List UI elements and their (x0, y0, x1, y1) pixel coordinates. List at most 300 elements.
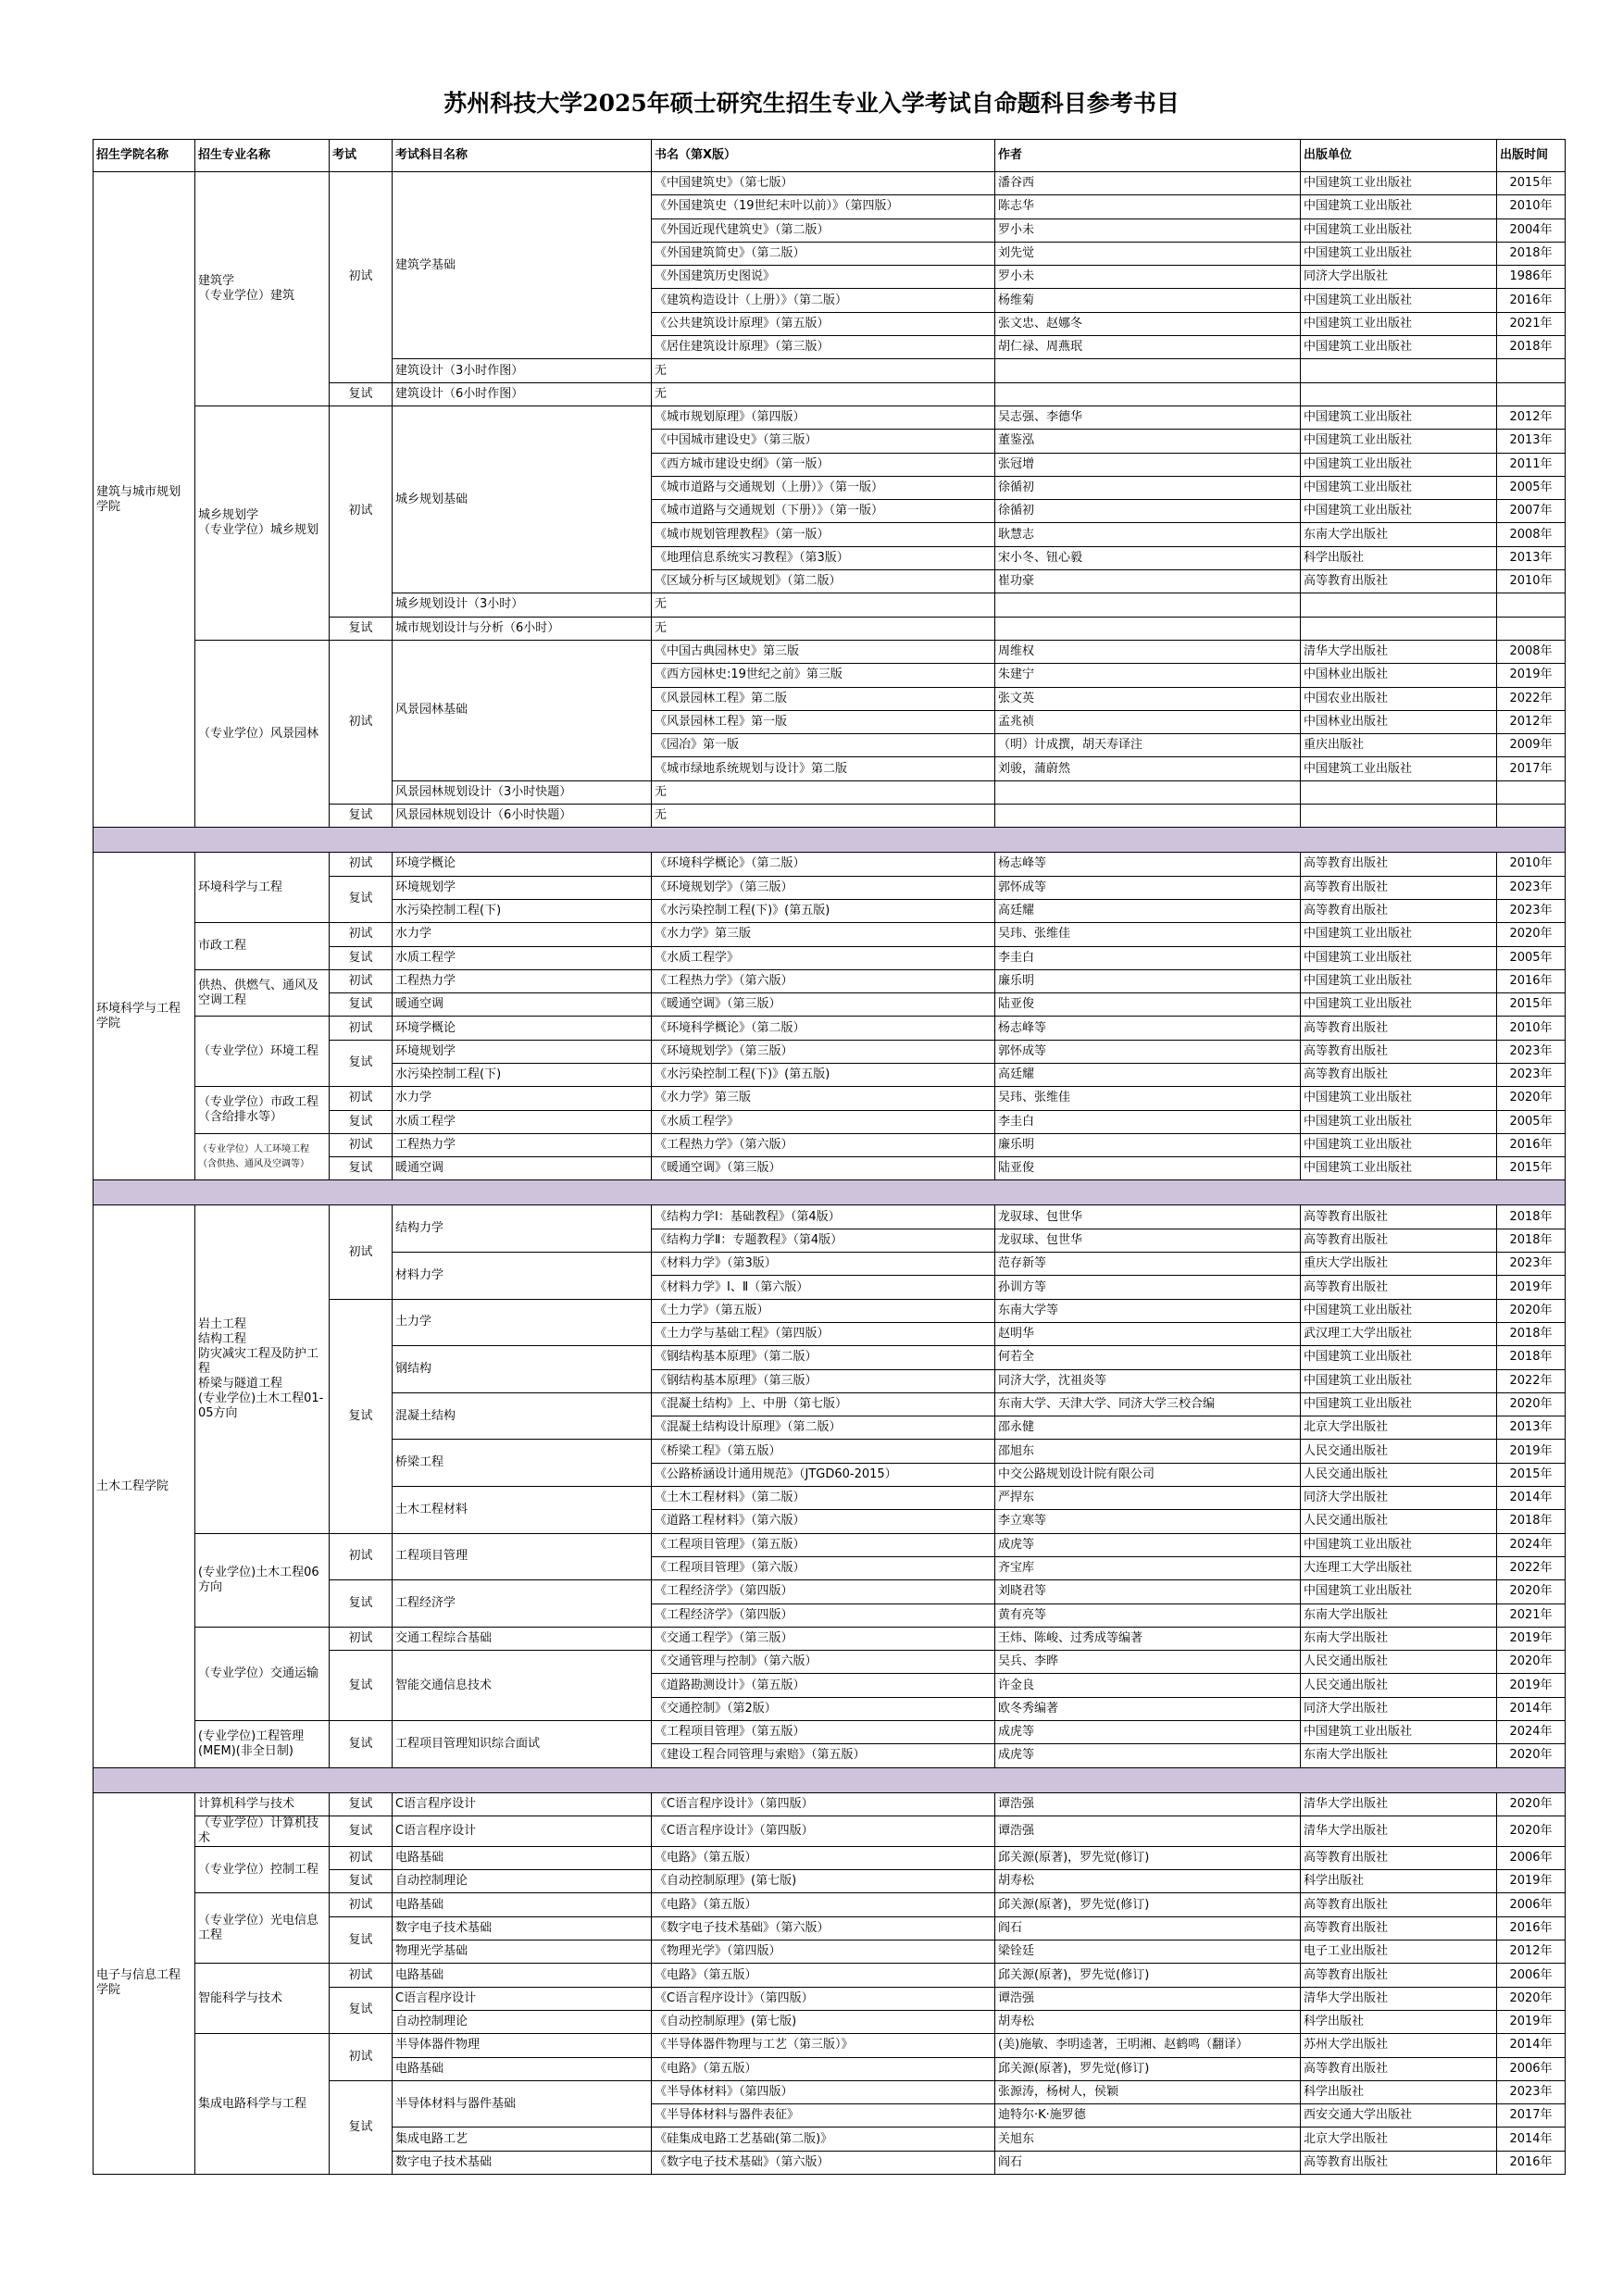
publish-year: 2022年 (1497, 1556, 1566, 1579)
exam-type: 复试 (330, 805, 393, 828)
exam-type: 复试 (330, 1792, 393, 1816)
exam-subject: 电路基础 (393, 1893, 652, 1916)
book-author (995, 593, 1301, 617)
book-author (995, 382, 1301, 406)
book-publisher: 重庆大学出版社 (1301, 1253, 1497, 1276)
book-author: 齐宝库 (995, 1556, 1301, 1579)
book-title: 《混凝土结构设计原理》（第二版） (652, 1416, 995, 1440)
book-title: 《结构力学Ⅰ：基础教程》（第4版） (652, 1205, 995, 1229)
book-author: 刘先觉 (995, 242, 1301, 265)
book-publisher: 中国建筑工业出版社 (1301, 1392, 1497, 1416)
publish-year: 2007年 (1497, 500, 1566, 523)
book-author: 李立寒等 (995, 1510, 1301, 1533)
book-title: 《区域分析与区域规划》（第二版） (652, 570, 995, 593)
book-author (995, 805, 1301, 828)
exam-subject: 建筑设计（3小时作图） (393, 359, 652, 382)
table-row (94, 406, 1566, 429)
book-title: 《外国近现代建筑史》（第二版） (652, 218, 995, 242)
book-title: 《工程项目管理》（第六版） (652, 1556, 995, 1579)
book-title: 《电路》（第五版） (652, 2057, 995, 2080)
book-author: 赵明华 (995, 1322, 1301, 1345)
book-publisher: 高等教育出版社 (1301, 1276, 1497, 1299)
book-publisher: 中国建筑工业出版社 (1301, 453, 1497, 476)
exam-type: 复试 (330, 617, 393, 640)
book-publisher: 中国建筑工业出版社 (1301, 430, 1497, 453)
book-author: 欧冬秀编著 (995, 1697, 1301, 1720)
exam-subject: 集成电路工艺 (393, 2128, 652, 2151)
exam-subject: 环境规划学 (393, 1040, 652, 1063)
book-author: 谭浩强 (995, 1987, 1301, 2010)
book-title: 无 (652, 805, 995, 828)
book-publisher: 同济大学出版社 (1301, 1487, 1497, 1510)
publish-year: 2008年 (1497, 523, 1566, 546)
book-publisher: 高等教育出版社 (1301, 2151, 1497, 2174)
publish-year: 2008年 (1497, 640, 1566, 663)
publish-year: 2021年 (1497, 1603, 1566, 1627)
book-title: 《水质工程学》 (652, 1110, 995, 1133)
book-title: 无 (652, 359, 995, 382)
book-publisher: 武汉理工大学出版社 (1301, 1322, 1497, 1345)
book-publisher: 中国建筑工业出版社 (1301, 1110, 1497, 1133)
exam-type: 复试 (330, 382, 393, 406)
exam-subject: 城乡规划基础 (393, 406, 652, 593)
publish-year (1497, 382, 1566, 406)
exam-subject: 混凝土结构 (393, 1392, 652, 1440)
exam-type: 复试 (330, 1580, 393, 1628)
publish-year: 2018年 (1497, 1510, 1566, 1533)
section-separator (94, 1767, 1566, 1792)
book-author: 何若全 (995, 1346, 1301, 1369)
publish-year: 2023年 (1497, 1253, 1566, 1276)
section-separator (94, 828, 1566, 853)
book-author: 徐循初 (995, 476, 1301, 499)
book-publisher (1301, 593, 1497, 617)
exam-subject: 自动控制理论 (393, 2010, 652, 2033)
exam-subject: 水质工程学 (393, 1110, 652, 1133)
major-name: (专业学位)工程管理(MEM)(非全日制) (195, 1721, 330, 1768)
book-publisher: 中国农业出版社 (1301, 687, 1497, 710)
publish-year: 2016年 (1497, 969, 1566, 992)
major-name: 岩土工程 结构工程 防灾减灾工程及防护工程 桥梁与隧道工程 (专业学位)土木工程01-05方向 (195, 1205, 330, 1533)
book-author: 潘谷西 (995, 172, 1301, 195)
book-title: 《自动控制原理》(第七版) (652, 1870, 995, 1893)
exam-subject: 电路基础 (393, 1846, 652, 1869)
book-author: 张文英 (995, 687, 1301, 710)
book-title: 《公路桥涵设计通用规范》（JTGD60-2015） (652, 1463, 995, 1486)
book-publisher: 中国建筑工业出版社 (1301, 1299, 1497, 1322)
publish-year: 2021年 (1497, 312, 1566, 335)
exam-subject: 环境学概论 (393, 1017, 652, 1040)
book-author: 成虎等 (995, 1533, 1301, 1556)
book-author: 胡仁禄、周燕珉 (995, 336, 1301, 359)
exam-subject: 土力学 (393, 1299, 652, 1346)
publish-year: 2020年 (1497, 923, 1566, 946)
book-publisher: 中国林业出版社 (1301, 710, 1497, 733)
publish-year: 2016年 (1497, 2151, 1566, 2174)
table-row (94, 1721, 1566, 1744)
exam-type: 初试 (330, 1017, 393, 1040)
book-title: 《城市规划管理教程》（第一版） (652, 523, 995, 546)
book-publisher: 北京大学出版社 (1301, 2128, 1497, 2151)
book-publisher: 电子工业出版社 (1301, 1940, 1497, 1964)
publish-year: 2024年 (1497, 1533, 1566, 1556)
book-title: 《工程热力学》（第六版） (652, 1133, 995, 1156)
book-title: 《工程热力学》（第六版） (652, 969, 995, 992)
table-row (94, 1816, 1566, 1846)
header-year: 出版时间 (1497, 140, 1566, 172)
publish-year: 2017年 (1497, 2104, 1566, 2128)
publish-year: 2019年 (1497, 664, 1566, 687)
book-author: 胡寿松 (995, 1870, 1301, 1893)
publish-year: 2019年 (1497, 1870, 1566, 1893)
exam-type: 初试 (330, 406, 393, 617)
exam-subject: 电路基础 (393, 2057, 652, 2080)
publish-year: 2019年 (1497, 1440, 1566, 1463)
publish-year: 2016年 (1497, 1133, 1566, 1156)
book-title: 《暖通空调》（第三版） (652, 993, 995, 1017)
book-publisher (1301, 780, 1497, 804)
college-name: 土木工程学院 (94, 1205, 195, 1767)
book-title: 《外国建筑简史》（第二版） (652, 242, 995, 265)
table-row (94, 172, 1566, 195)
book-publisher: 同济大学出版社 (1301, 1697, 1497, 1720)
book-author: 吴兵、李晔 (995, 1651, 1301, 1674)
publish-year: 2019年 (1497, 1627, 1566, 1650)
book-author: 范存新等 (995, 1253, 1301, 1276)
exam-subject: 材料力学 (393, 1253, 652, 1300)
publish-year (1497, 593, 1566, 617)
book-title: 《物理光学》（第四版） (652, 1940, 995, 1964)
book-author: 孙训方等 (995, 1276, 1301, 1299)
book-publisher: 高等教育出版社 (1301, 1040, 1497, 1063)
publish-year (1497, 617, 1566, 640)
book-publisher: 高等教育出版社 (1301, 876, 1497, 899)
book-author: 邵永健 (995, 1416, 1301, 1440)
college-name: 建筑与城市规划学院 (94, 172, 195, 828)
exam-subject: 土木工程材料 (393, 1487, 652, 1534)
book-author: 张文忠、赵娜冬 (995, 312, 1301, 335)
book-publisher: 高等教育出版社 (1301, 1017, 1497, 1040)
major-name: （专业学位）光电信息工程 (195, 1893, 330, 1964)
exam-subject: 风景园林规划设计（6小时快题） (393, 805, 652, 828)
publish-year: 2019年 (1497, 2010, 1566, 2033)
publish-year: 2014年 (1497, 2034, 1566, 2057)
book-author: 吴志强、李德华 (995, 406, 1301, 429)
exam-type: 复试 (330, 1916, 393, 1964)
book-author: (美)施敏、李明逵著，王明湘、赵鹤鸣（翻译） (995, 2034, 1301, 2057)
publish-year: 2010年 (1497, 853, 1566, 876)
book-title: 《公共建筑设计原理》（第五版） (652, 312, 995, 335)
book-publisher: 重庆出版社 (1301, 734, 1497, 757)
book-title: 《地理信息系统实习教程》（第3版） (652, 546, 995, 569)
exam-type: 复试 (330, 1157, 393, 1180)
book-title: 《混凝土结构》上、中册（第七版） (652, 1392, 995, 1416)
header-book: 书名（第X版） (652, 140, 995, 172)
book-publisher: 中国建筑工业出版社 (1301, 312, 1497, 335)
major-name: 环境科学与工程 (195, 853, 330, 923)
book-publisher: 清华大学出版社 (1301, 1792, 1497, 1816)
book-title: 《道路工程材料》（第六版） (652, 1510, 995, 1533)
major-name: 集成电路科学与工程 (195, 2034, 330, 2175)
exam-type: 复试 (330, 1870, 393, 1893)
book-publisher: 中国建筑工业出版社 (1301, 1721, 1497, 1744)
book-title: 《风景园林工程》第二版 (652, 687, 995, 710)
book-publisher: 中国建筑工业出版社 (1301, 1533, 1497, 1556)
book-author: 黄有亮等 (995, 1603, 1301, 1627)
publish-year: 2017年 (1497, 757, 1566, 780)
book-title: 《数字电子技术基础》（第六版） (652, 2151, 995, 2174)
book-publisher: 科学出版社 (1301, 546, 1497, 569)
book-author: 陆亚俊 (995, 993, 1301, 1017)
book-publisher: 科学出版社 (1301, 1870, 1497, 1893)
book-title: 《电路》（第五版） (652, 1964, 995, 1987)
book-author: 陈志华 (995, 195, 1301, 218)
book-author: 廉乐明 (995, 969, 1301, 992)
exam-subject: C语言程序设计 (393, 1987, 652, 2010)
publish-year: 2018年 (1497, 242, 1566, 265)
book-title: 《城市规划原理》（第四版） (652, 406, 995, 429)
book-publisher: 中国建筑工业出版社 (1301, 946, 1497, 969)
book-publisher: 人民交通出版社 (1301, 1440, 1497, 1463)
header-row (94, 140, 1566, 172)
book-title: 《工程项目管理》（第五版） (652, 1721, 995, 1744)
book-title: 《外国建筑史（19世纪末叶以前）》（第四版） (652, 195, 995, 218)
exam-type: 复试 (330, 1987, 393, 2034)
table-row (94, 1533, 1566, 1556)
publish-year: 2016年 (1497, 1916, 1566, 1940)
book-publisher: 人民交通出版社 (1301, 1510, 1497, 1533)
publish-year: 2013年 (1497, 546, 1566, 569)
publish-year: 2012年 (1497, 710, 1566, 733)
book-author: 成虎等 (995, 1744, 1301, 1767)
book-author: 胡寿松 (995, 2010, 1301, 2033)
book-author: 阎石 (995, 2151, 1301, 2174)
college-name: 电子与信息工程学院 (94, 1792, 195, 2174)
publish-year: 2009年 (1497, 734, 1566, 757)
exam-type: 初试 (330, 2034, 393, 2081)
publish-year: 2010年 (1497, 570, 1566, 593)
table-row (94, 969, 1566, 992)
header-college: 招生学院名称 (94, 140, 195, 172)
exam-type: 复试 (330, 1040, 393, 1087)
publish-year: 2014年 (1497, 1487, 1566, 1510)
book-publisher: 清华大学出版社 (1301, 640, 1497, 663)
book-title: 《中国古典园林史》第三版 (652, 640, 995, 663)
publish-year: 2005年 (1497, 1110, 1566, 1133)
book-author: 邱关源(原著)，罗先觉(修订) (995, 1846, 1301, 1869)
publish-year: 2022年 (1497, 1369, 1566, 1392)
exam-type: 复试 (330, 1651, 393, 1721)
book-title: 《道路勘测设计》（第五版） (652, 1674, 995, 1697)
book-title: 无 (652, 593, 995, 617)
publish-year: 2004年 (1497, 218, 1566, 242)
book-title: 《西方城市建设史纲》（第一版） (652, 453, 995, 476)
exam-subject: 工程项目管理知识综合面试 (393, 1721, 652, 1768)
book-title: 《工程项目管理》（第五版） (652, 1533, 995, 1556)
book-title: 《数字电子技术基础》（第六版） (652, 1916, 995, 1940)
book-publisher: 中国林业出版社 (1301, 664, 1497, 687)
table-row (94, 1087, 1566, 1110)
exam-type: 初试 (330, 1846, 393, 1869)
separator-cell (94, 828, 1566, 853)
book-author: 李圭白 (995, 946, 1301, 969)
publish-year: 2020年 (1497, 1087, 1566, 1110)
exam-type: 初试 (330, 1627, 393, 1650)
book-title: 无 (652, 617, 995, 640)
book-author: 耿慧志 (995, 523, 1301, 546)
book-title: 《园冶》第一版 (652, 734, 995, 757)
book-title: 《风景园林工程》第一版 (652, 710, 995, 733)
book-publisher: 高等教育出版社 (1301, 1205, 1497, 1229)
publish-year: 2012年 (1497, 406, 1566, 429)
book-publisher: 清华大学出版社 (1301, 1987, 1497, 2010)
book-title: 《城市绿地系统规划与设计》第二版 (652, 757, 995, 780)
major-name: （专业学位）风景园林 (195, 640, 330, 827)
book-title: 《城市道路与交通规划（上册）》（第一版） (652, 476, 995, 499)
book-publisher (1301, 617, 1497, 640)
book-publisher: 中国建筑工业出版社 (1301, 500, 1497, 523)
publish-year (1497, 359, 1566, 382)
publish-year: 2023年 (1497, 1063, 1566, 1086)
book-author: 邵旭东 (995, 1440, 1301, 1463)
book-publisher: 中国建筑工业出版社 (1301, 406, 1497, 429)
exam-type: 复试 (330, 1110, 393, 1133)
publish-year: 2023年 (1497, 899, 1566, 922)
book-author: 中交公路规划设计院有限公司 (995, 1463, 1301, 1486)
exam-subject: 城乡规划设计（3小时） (393, 593, 652, 617)
publish-year: 2005年 (1497, 476, 1566, 499)
publish-year: 2020年 (1497, 1299, 1566, 1322)
exam-subject: 建筑学基础 (393, 172, 652, 359)
book-publisher: 中国建筑工业出版社 (1301, 172, 1497, 195)
publish-year: 2020年 (1497, 1651, 1566, 1674)
book-author: 杨志峰等 (995, 853, 1301, 876)
publish-year (1497, 780, 1566, 804)
exam-subject: 暖通空调 (393, 993, 652, 1017)
book-publisher: 高等教育出版社 (1301, 1229, 1497, 1252)
exam-subject: 风景园林基础 (393, 640, 652, 780)
book-author: 杨志峰等 (995, 1017, 1301, 1040)
exam-type: 初试 (330, 1087, 393, 1110)
exam-type: 初试 (330, 1133, 393, 1156)
publish-year: 2018年 (1497, 1229, 1566, 1252)
publish-year: 2023年 (1497, 1040, 1566, 1063)
header-author: 作者 (995, 140, 1301, 172)
book-title: 《半导体器件物理与工艺（第三版）》 (652, 2034, 995, 2057)
publish-year: 2006年 (1497, 2057, 1566, 2080)
publish-year: 2010年 (1497, 195, 1566, 218)
table-row (94, 1792, 1566, 1816)
publish-year: 2015年 (1497, 1157, 1566, 1180)
exam-subject: 水质工程学 (393, 946, 652, 969)
book-author: 谭浩强 (995, 1816, 1301, 1846)
book-author: 朱建宁 (995, 664, 1301, 687)
book-publisher: 人民交通出版社 (1301, 1463, 1497, 1486)
book-title: 《环境科学概论》（第二版） (652, 1017, 995, 1040)
book-author: 吴玮、张维佳 (995, 923, 1301, 946)
table-body (94, 172, 1566, 2175)
publish-year: 2018年 (1497, 1346, 1566, 1369)
publish-year: 2024年 (1497, 1721, 1566, 1744)
table-row (94, 1893, 1566, 1916)
book-title: 《钢结构基本原理》（第三版） (652, 1369, 995, 1392)
table-row (94, 640, 1566, 663)
book-publisher (1301, 805, 1497, 828)
table-row (94, 1846, 1566, 1869)
book-publisher: 高等教育出版社 (1301, 853, 1497, 876)
book-author: 严捍东 (995, 1487, 1301, 1510)
book-author: 东南大学、天津大学、同济大学三校合编 (995, 1392, 1301, 1416)
exam-subject: 水力学 (393, 1087, 652, 1110)
publish-year: 2014年 (1497, 1697, 1566, 1720)
exam-subject: 物理光学基础 (393, 1940, 652, 1964)
book-title: 《水力学》第三版 (652, 923, 995, 946)
book-author (995, 617, 1301, 640)
book-author: 张冠增 (995, 453, 1301, 476)
table-row (94, 853, 1566, 876)
publish-year: 2005年 (1497, 946, 1566, 969)
exam-type: 初试 (330, 1205, 393, 1299)
exam-subject: 工程热力学 (393, 1133, 652, 1156)
book-publisher: 中国建筑工业出版社 (1301, 993, 1497, 1017)
book-publisher: 中国建筑工业出版社 (1301, 289, 1497, 312)
publish-year: 2023年 (1497, 2080, 1566, 2103)
book-title: 《水力学》第三版 (652, 1087, 995, 1110)
book-publisher: 中国建筑工业出版社 (1301, 757, 1497, 780)
publish-year: 2020年 (1497, 1987, 1566, 2010)
publish-year: 2006年 (1497, 1964, 1566, 1987)
book-title: 《水质工程学》 (652, 946, 995, 969)
table-row (94, 923, 1566, 946)
book-title: 《桥梁工程》（第五版） (652, 1440, 995, 1463)
publish-year: 2020年 (1497, 1744, 1566, 1767)
book-author: 郭怀成等 (995, 876, 1301, 899)
book-title: 《外国建筑历史图说》 (652, 266, 995, 289)
book-title: 《环境规划学》（第三版） (652, 1040, 995, 1063)
exam-subject: 交通工程综合基础 (393, 1627, 652, 1650)
book-author: 董鉴泓 (995, 430, 1301, 453)
book-title: 《自动控制原理》(第七版) (652, 2010, 995, 2033)
book-publisher: 中国建筑工业出版社 (1301, 969, 1497, 992)
book-publisher: 中国建筑工业出版社 (1301, 336, 1497, 359)
book-title: 《工程经济学》（第四版） (652, 1603, 995, 1627)
exam-type: 初试 (330, 1964, 393, 1987)
exam-subject: 工程项目管理 (393, 1533, 652, 1580)
book-author: 谭浩强 (995, 1792, 1301, 1816)
book-publisher (1301, 382, 1497, 406)
publish-year: 2013年 (1497, 1416, 1566, 1440)
exam-subject: 钢结构 (393, 1346, 652, 1393)
exam-subject: 结构力学 (393, 1205, 652, 1253)
exam-subject: 工程经济学 (393, 1580, 652, 1628)
publish-year: 2015年 (1497, 172, 1566, 195)
book-publisher: 中国建筑工业出版社 (1301, 218, 1497, 242)
book-publisher: 东南大学出版社 (1301, 1744, 1497, 1767)
exam-subject: 环境规划学 (393, 876, 652, 899)
book-author: 罗小未 (995, 266, 1301, 289)
book-title: 无 (652, 780, 995, 804)
book-publisher: 高等教育出版社 (1301, 1846, 1497, 1869)
book-author: 郭怀成等 (995, 1040, 1301, 1063)
publish-year: 2019年 (1497, 1276, 1566, 1299)
book-title: 《环境科学概论》（第二版） (652, 853, 995, 876)
book-author: 阎石 (995, 1916, 1301, 1940)
book-publisher: 东南大学出版社 (1301, 523, 1497, 546)
book-title: 《交通管理与控制》（第六版） (652, 1651, 995, 1674)
exam-subject: 水污染控制工程(下) (393, 899, 652, 922)
book-author: 同济大学，沈祖炎等 (995, 1369, 1301, 1392)
exam-type: 复试 (330, 1816, 393, 1846)
